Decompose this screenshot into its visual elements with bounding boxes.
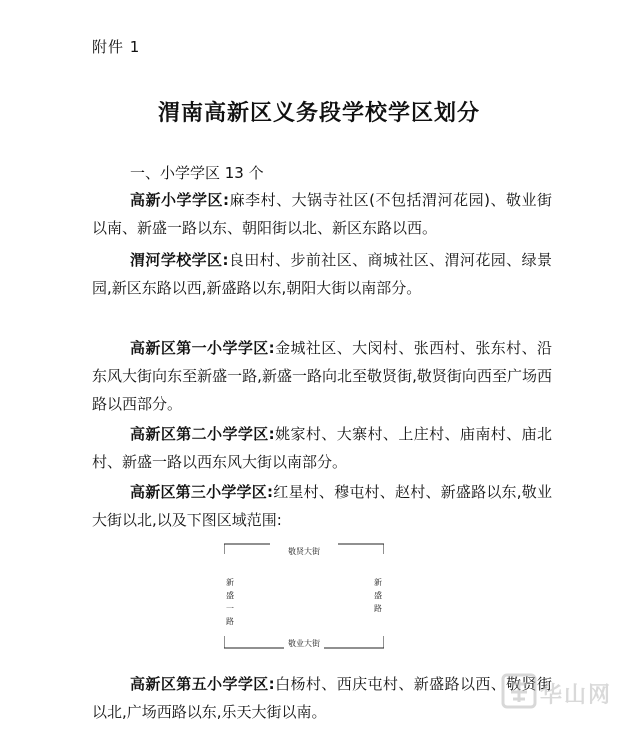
district-paragraph — [92, 478, 552, 534]
road-label-bottom: 敬业大街 — [288, 639, 320, 648]
district-description: 金城社区、大闵村、张西村、张东村、沿东风大街向东至新盛一路,新盛一路向北至敬贤街,敬贤街向西至广场西路以西部分。 — [92, 339, 552, 413]
road-label-right: 新盛路 — [374, 578, 382, 613]
district-paragraph — [92, 334, 552, 418]
district-paragraph — [92, 670, 552, 726]
district-description: 红星村、穆屯村、赵村、新盛路以东,敬业大街以北,以及下图区域范围: — [92, 483, 552, 529]
district-name: 高新小学学区: — [130, 191, 230, 209]
district-paragraph — [92, 186, 552, 242]
road-label-left: 新盛一路 — [226, 578, 234, 626]
watermark-logo-icon — [500, 672, 538, 710]
district-paragraph — [92, 420, 552, 476]
district-description: 姚家村、大寨村、上庄村、庙南村、庙北村、新盛一路以西东风大街以南部分。 — [92, 425, 552, 471]
district-name: 高新区第二小学学区: — [130, 425, 275, 443]
document-title: 渭南高新区义务段学校学区划分 — [157, 100, 480, 126]
district-description: 良田村、步前社区、商城社区、渭河花园、绿景园,新区东路以西,新盛路以东,朝阳大街以南部分。 — [92, 251, 552, 297]
district-name: 高新区第一小学学区: — [130, 339, 275, 357]
district-description: 白杨村、西庆屯村、新盛路以西、敬贤街以北,广场西路以东,乐天大街以南。 — [92, 675, 552, 721]
district-name: 高新区第五小学学区: — [130, 675, 275, 693]
district-name: 渭河学校学区: — [130, 251, 229, 269]
attachment-label: 附件 1 — [92, 38, 141, 56]
road-label-top: 敬贤大街 — [288, 547, 320, 556]
district-description: 麻李村、大锅寺社区(不包括渭河花园)、敬业街以南、新盛一路以东、朝阳街以北、新区东路以西。 — [92, 191, 552, 237]
watermark-text: 华山网 — [540, 683, 613, 708]
section-heading: 一、小学学区 13 个 — [130, 164, 264, 182]
district-paragraph — [92, 246, 552, 302]
site-watermark — [500, 668, 630, 724]
district-boundary-diagram — [224, 540, 384, 652]
district-name: 高新区第三小学学区: — [130, 483, 273, 501]
